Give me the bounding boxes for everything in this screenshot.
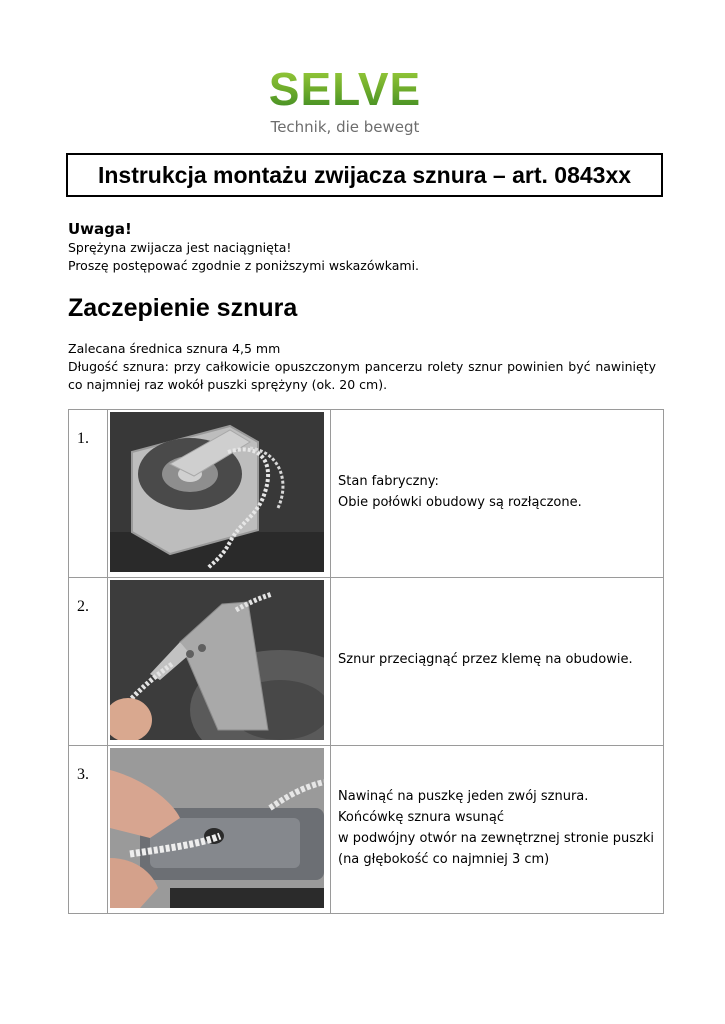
step-photo-cell	[108, 578, 331, 746]
intro-line-length: Długość sznura: przy całkowicie opuszczonym pancerzu rolety sznur powinien być nawinięty co najmniej raz wokół puszki sprężyny (ok. 20 cm).	[68, 359, 656, 392]
logo-brand: SELVE	[264, 66, 426, 112]
steps-table	[68, 409, 664, 914]
photo-cord-into-hole	[110, 748, 324, 908]
step-text-line: Stan fabryczny:	[338, 473, 439, 489]
section-title: Zaczepienie sznura	[68, 294, 298, 322]
step-description	[331, 746, 664, 914]
warning-line: Sprężyna zwijacza jest naciągnięta!	[68, 240, 292, 255]
step-text-line: Nawinąć na puszkę jeden zwój sznura.	[338, 788, 589, 804]
logo-tagline: Technik, die bewegt	[270, 118, 420, 136]
step-number: 3.	[69, 746, 108, 914]
intro-line-diameter: Zalecana średnica sznura 4,5 mm	[68, 341, 281, 356]
selve-logo	[264, 63, 426, 136]
step-number: 1.	[69, 410, 108, 578]
title-box	[66, 153, 663, 197]
warning-block	[68, 220, 658, 275]
step-photo-cell	[108, 746, 331, 914]
table-row	[69, 410, 664, 578]
document-title: Instrukcja montażu zwijacza sznura – art. 0843xx	[97, 161, 632, 188]
step-description	[331, 578, 664, 746]
step-photo-cell	[108, 410, 331, 578]
table-row	[69, 578, 664, 746]
table-row	[69, 746, 664, 914]
photo-cord-reel-factory-state	[110, 412, 324, 572]
step-description	[331, 410, 664, 578]
step-text-line: Sznur przeciągnąć przez klemę na obudowie.	[338, 652, 633, 667]
photo-cord-through-clamp	[110, 580, 324, 740]
step-text-line: Obie połówki obudowy są rozłączone.	[338, 494, 582, 510]
step-text-line: Końcówkę sznura wsunąć	[338, 809, 504, 825]
step-number: 2.	[69, 578, 108, 746]
intro-text	[68, 340, 656, 394]
warning-heading: Uwaga!	[68, 220, 132, 238]
step-text-line: (na głębokość co najmniej 3 cm)	[338, 851, 550, 867]
warning-line: Proszę postępować zgodnie z poniższymi wskazówkami.	[68, 258, 420, 273]
step-text-line: w podwójny otwór na zewnętrznej stronie puszki	[338, 830, 654, 846]
